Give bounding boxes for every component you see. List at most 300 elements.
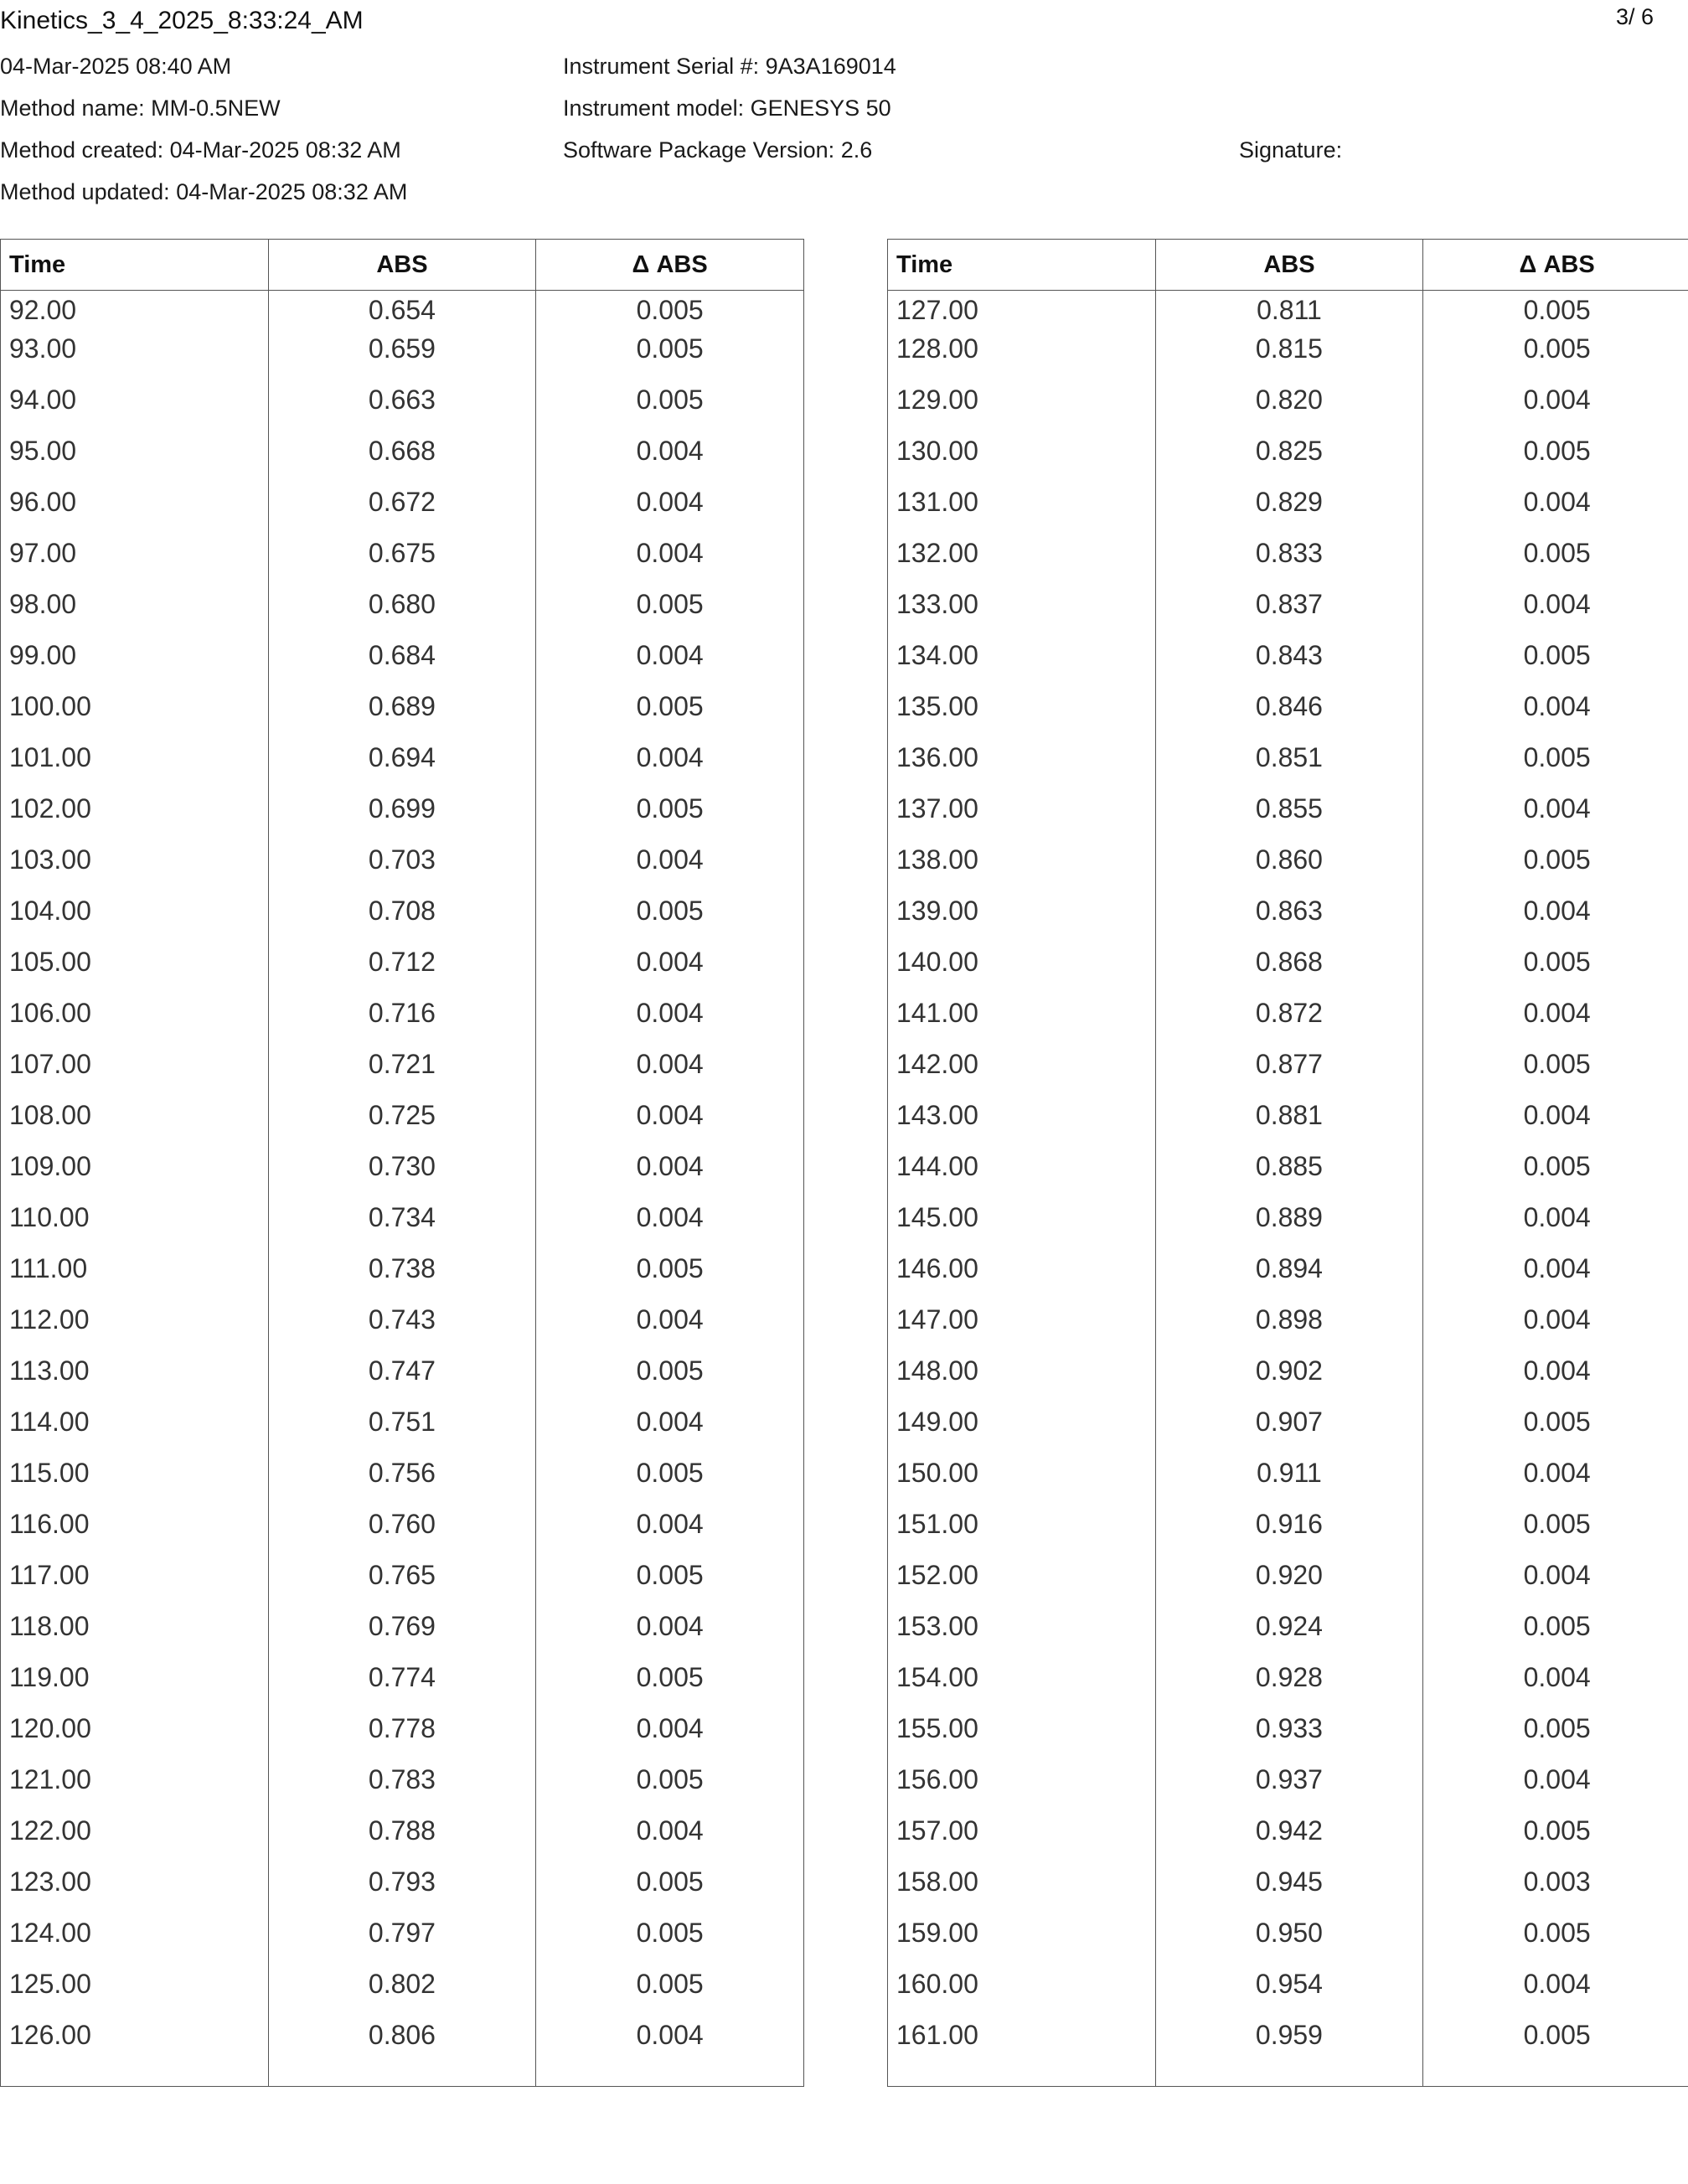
delta-abs-cell: 0.004 [1423,687,1688,738]
time-cell: 125.00 [1,1965,269,2016]
table-row [888,1096,1688,1147]
time-cell: 95.00 [1,431,269,483]
table-row [1,431,804,483]
time-cell: 138.00 [888,840,1156,891]
delta-abs-cell: 0.004 [536,1147,804,1198]
table-row [1,291,804,330]
abs-cell: 0.933 [1155,1709,1423,1760]
delta-abs-cell: 0.003 [1423,1862,1688,1913]
column-header-abs: ABS [268,240,536,291]
time-cell: 106.00 [1,994,269,1045]
table-row [1,1760,804,1811]
delta-abs-cell: 0.005 [1423,738,1688,789]
time-cell: 93.00 [1,329,269,380]
delta-abs-cell: 0.005 [1423,636,1688,687]
abs-cell: 0.738 [268,1249,536,1300]
method-created-value: 04-Mar-2025 08:32 AM [169,137,401,163]
abs-cell: 0.843 [1155,636,1423,687]
table-row [1,585,804,636]
table-row [888,891,1688,942]
delta-abs-cell: 0.004 [536,1709,804,1760]
delta-abs-cell: 0.004 [536,1402,804,1453]
delta-abs-cell: 0.005 [536,891,804,942]
abs-cell: 0.703 [268,840,536,891]
abs-cell: 0.877 [1155,1045,1423,1096]
time-cell: 157.00 [888,1811,1156,1862]
table-row [888,1658,1688,1709]
time-cell: 107.00 [1,1045,269,1096]
abs-cell: 0.833 [1155,534,1423,585]
abs-cell: 0.672 [268,483,536,534]
delta-abs-cell: 0.004 [1423,1760,1688,1811]
delta-abs-cell: 0.005 [1423,1709,1688,1760]
table-row [1,1505,804,1556]
time-cell: 113.00 [1,1351,269,1402]
time-cell: 112.00 [1,1300,269,1351]
table-row [1,840,804,891]
delta-abs-cell: 0.005 [536,329,804,380]
abs-cell: 0.920 [1155,1556,1423,1607]
time-cell: 137.00 [888,789,1156,840]
abs-cell: 0.898 [1155,1300,1423,1351]
table-row [888,1249,1688,1300]
software-version-row [563,137,872,163]
table-row [1,1658,804,1709]
delta-abs-cell: 0.005 [536,1913,804,1965]
table-row [1,1965,804,2016]
instrument-serial-value: 9A3A169014 [765,54,896,79]
table-row [1,1402,804,1453]
delta-abs-cell: 0.005 [1423,291,1688,330]
signature-label: Signature: [1239,137,1343,163]
abs-cell: 0.730 [268,1147,536,1198]
abs-cell: 0.950 [1155,1913,1423,1965]
table-row [888,291,1688,330]
abs-cell: 0.806 [268,2016,536,2087]
delta-abs-cell: 0.004 [536,1505,804,1556]
delta-abs-cell: 0.004 [1423,994,1688,1045]
delta-abs-cell: 0.005 [536,1862,804,1913]
table-row [1,1249,804,1300]
table-row [1,687,804,738]
delta-abs-cell: 0.004 [1423,1658,1688,1709]
abs-cell: 0.837 [1155,585,1423,636]
table-row [1,1198,804,1249]
delta-abs-cell: 0.005 [1423,431,1688,483]
time-cell: 124.00 [1,1913,269,1965]
abs-cell: 0.734 [268,1198,536,1249]
time-cell: 117.00 [1,1556,269,1607]
time-cell: 128.00 [888,329,1156,380]
time-cell: 96.00 [1,483,269,534]
time-cell: 98.00 [1,585,269,636]
delta-abs-cell: 0.005 [1423,1811,1688,1862]
table-row [1,1453,804,1505]
delta-abs-cell: 0.005 [536,1760,804,1811]
time-cell: 133.00 [888,585,1156,636]
time-cell: 102.00 [1,789,269,840]
table-row [1,738,804,789]
abs-cell: 0.860 [1155,840,1423,891]
time-cell: 114.00 [1,1402,269,1453]
time-cell: 139.00 [888,891,1156,942]
abs-cell: 0.694 [268,738,536,789]
table-body-left [1,291,804,2087]
time-cell: 120.00 [1,1709,269,1760]
time-cell: 155.00 [888,1709,1156,1760]
abs-cell: 0.802 [268,1965,536,2016]
time-cell: 141.00 [888,994,1156,1045]
time-cell: 101.00 [1,738,269,789]
table-row [888,2016,1688,2087]
time-cell: 148.00 [888,1351,1156,1402]
method-created-row [0,137,401,163]
abs-cell: 0.716 [268,994,536,1045]
abs-cell: 0.668 [268,431,536,483]
delta-abs-cell: 0.005 [1423,2016,1688,2087]
table-row [888,1147,1688,1198]
method-updated-value: 04-Mar-2025 08:32 AM [176,179,408,204]
table-row [1,534,804,585]
page-indicator: 3/ 6 [1615,4,1654,29]
time-cell: 132.00 [888,534,1156,585]
time-cell: 118.00 [1,1607,269,1658]
method-name-label: Method name: [0,96,145,121]
delta-abs-cell: 0.004 [536,1045,804,1096]
abs-cell: 0.747 [268,1351,536,1402]
table-row [888,1965,1688,2016]
delta-abs-cell: 0.004 [536,1198,804,1249]
abs-cell: 0.708 [268,891,536,942]
delta-abs-cell: 0.004 [536,942,804,994]
delta-abs-cell: 0.005 [536,1658,804,1709]
abs-cell: 0.855 [1155,789,1423,840]
abs-cell: 0.924 [1155,1607,1423,1658]
delta-abs-cell: 0.004 [536,738,804,789]
time-cell: 116.00 [1,1505,269,1556]
abs-cell: 0.863 [1155,891,1423,942]
abs-cell: 0.942 [1155,1811,1423,1862]
delta-abs-cell: 0.004 [536,1811,804,1862]
time-cell: 122.00 [1,1811,269,1862]
table-row [888,1760,1688,1811]
delta-abs-cell: 0.005 [1423,1402,1688,1453]
time-cell: 152.00 [888,1556,1156,1607]
table-row [1,329,804,380]
time-cell: 145.00 [888,1198,1156,1249]
time-cell: 130.00 [888,431,1156,483]
abs-cell: 0.815 [1155,329,1423,380]
abs-cell: 0.945 [1155,1862,1423,1913]
abs-cell: 0.654 [268,291,536,330]
instrument-serial-row [563,54,896,80]
abs-cell: 0.684 [268,636,536,687]
table-row [888,789,1688,840]
delta-abs-cell: 0.005 [1423,942,1688,994]
abs-cell: 0.783 [268,1760,536,1811]
delta-abs-cell: 0.005 [1423,1147,1688,1198]
delta-abs-cell: 0.004 [1423,891,1688,942]
abs-cell: 0.659 [268,329,536,380]
table-row [888,1045,1688,1096]
table-row [888,1198,1688,1249]
table-row [1,1045,804,1096]
abs-cell: 0.765 [268,1556,536,1607]
table-row [1,1709,804,1760]
abs-cell: 0.721 [268,1045,536,1096]
time-cell: 160.00 [888,1965,1156,2016]
instrument-serial-label: Instrument Serial #: [563,54,760,79]
delta-abs-cell: 0.004 [1423,1453,1688,1505]
time-cell: 94.00 [1,380,269,431]
time-cell: 99.00 [1,636,269,687]
table-row [888,840,1688,891]
time-cell: 153.00 [888,1607,1156,1658]
delta-abs-cell: 0.004 [1423,1556,1688,1607]
table-body-right [888,291,1688,2087]
table-row [1,380,804,431]
time-cell: 142.00 [888,1045,1156,1096]
table-row [888,1300,1688,1351]
time-cell: 135.00 [888,687,1156,738]
time-cell: 129.00 [888,380,1156,431]
abs-cell: 0.868 [1155,942,1423,994]
table-row [1,891,804,942]
time-cell: 151.00 [888,1505,1156,1556]
time-cell: 150.00 [888,1453,1156,1505]
abs-cell: 0.751 [268,1402,536,1453]
column-header-delta-abs: Δ ABS [536,240,804,291]
software-version-value: 2.6 [840,137,873,163]
table-row [888,534,1688,585]
instrument-model-label: Instrument model: [563,96,745,121]
abs-cell: 0.825 [1155,431,1423,483]
delta-abs-cell: 0.004 [1423,1351,1688,1402]
delta-abs-cell: 0.005 [1423,329,1688,380]
time-cell: 131.00 [888,483,1156,534]
column-header-time: Time [888,240,1156,291]
delta-abs-cell: 0.005 [536,1351,804,1402]
method-name-row [0,96,281,121]
table-row [888,1556,1688,1607]
abs-cell: 0.712 [268,942,536,994]
delta-abs-cell: 0.004 [1423,1300,1688,1351]
table-row [1,2016,804,2087]
delta-abs-cell: 0.005 [536,1453,804,1505]
table-row [1,942,804,994]
time-cell: 103.00 [1,840,269,891]
time-cell: 111.00 [1,1249,269,1300]
instrument-model-value: GENESYS 50 [750,96,891,121]
delta-abs-cell: 0.004 [536,994,804,1045]
table-row [1,1913,804,1965]
delta-abs-cell: 0.004 [536,1607,804,1658]
delta-abs-cell: 0.005 [536,789,804,840]
delta-abs-cell: 0.004 [536,534,804,585]
report-date: 04-Mar-2025 08:40 AM [0,54,232,79]
table-row [888,329,1688,380]
table-row [1,1556,804,1607]
time-cell: 144.00 [888,1147,1156,1198]
table-row [888,483,1688,534]
delta-abs-cell: 0.004 [536,1096,804,1147]
delta-abs-cell: 0.005 [1423,840,1688,891]
abs-cell: 0.954 [1155,1965,1423,2016]
abs-cell: 0.774 [268,1658,536,1709]
table-row [888,994,1688,1045]
delta-abs-cell: 0.004 [536,431,804,483]
time-cell: 154.00 [888,1658,1156,1709]
table-row [888,1505,1688,1556]
time-cell: 161.00 [888,2016,1156,2087]
time-cell: 121.00 [1,1760,269,1811]
time-cell: 115.00 [1,1453,269,1505]
delta-abs-cell: 0.005 [1423,1913,1688,1965]
delta-abs-cell: 0.005 [1423,1607,1688,1658]
time-cell: 123.00 [1,1862,269,1913]
table-row [888,431,1688,483]
delta-abs-cell: 0.004 [1423,380,1688,431]
abs-cell: 0.743 [268,1300,536,1351]
table-row [888,738,1688,789]
method-updated-label: Method updated: [0,179,170,204]
abs-cell: 0.725 [268,1096,536,1147]
table-row [888,1913,1688,1965]
delta-abs-cell: 0.005 [1423,1045,1688,1096]
time-cell: 134.00 [888,636,1156,687]
abs-cell: 0.663 [268,380,536,431]
table-row [888,942,1688,994]
abs-cell: 0.756 [268,1453,536,1505]
delta-abs-cell: 0.004 [1423,483,1688,534]
time-cell: 158.00 [888,1862,1156,1913]
time-cell: 104.00 [1,891,269,942]
delta-abs-cell: 0.005 [1423,1505,1688,1556]
time-cell: 156.00 [888,1760,1156,1811]
abs-cell: 0.885 [1155,1147,1423,1198]
abs-cell: 0.811 [1155,291,1423,330]
table-row [1,1811,804,1862]
method-created-label: Method created: [0,137,164,163]
abs-cell: 0.788 [268,1811,536,1862]
table-row [888,380,1688,431]
delta-abs-cell: 0.004 [536,2016,804,2087]
table-header-row [1,240,804,291]
table-row [888,1402,1688,1453]
abs-cell: 0.907 [1155,1402,1423,1453]
table-row [1,1300,804,1351]
abs-cell: 0.902 [1155,1351,1423,1402]
delta-abs-cell: 0.004 [1423,585,1688,636]
time-cell: 136.00 [888,738,1156,789]
abs-cell: 0.889 [1155,1198,1423,1249]
delta-abs-cell: 0.005 [536,585,804,636]
abs-cell: 0.928 [1155,1658,1423,1709]
instrument-model-row [563,96,891,121]
table-row [1,1147,804,1198]
table-header-row [888,240,1688,291]
kinetics-table-left [0,239,804,2087]
abs-cell: 0.894 [1155,1249,1423,1300]
time-cell: 100.00 [1,687,269,738]
table-row [1,483,804,534]
table-row [888,687,1688,738]
delta-abs-cell: 0.004 [536,1300,804,1351]
abs-cell: 0.680 [268,585,536,636]
report-title: Kinetics_3_4_2025_8:33:24_AM [0,7,364,34]
table-row [888,1351,1688,1402]
delta-abs-cell: 0.004 [1423,1198,1688,1249]
delta-abs-cell: 0.004 [1423,1096,1688,1147]
abs-cell: 0.820 [1155,380,1423,431]
abs-cell: 0.675 [268,534,536,585]
delta-abs-cell: 0.005 [536,291,804,330]
table-row [888,1862,1688,1913]
abs-cell: 0.851 [1155,738,1423,789]
table-row [888,585,1688,636]
time-cell: 140.00 [888,942,1156,994]
abs-cell: 0.916 [1155,1505,1423,1556]
abs-cell: 0.881 [1155,1096,1423,1147]
time-cell: 143.00 [888,1096,1156,1147]
abs-cell: 0.846 [1155,687,1423,738]
delta-abs-cell: 0.005 [536,380,804,431]
kinetics-table-right [887,239,1688,2087]
table-row [1,636,804,687]
time-cell: 105.00 [1,942,269,994]
column-header-time: Time [1,240,269,291]
abs-cell: 0.793 [268,1862,536,1913]
method-name-value: MM-0.5NEW [151,96,281,121]
delta-abs-cell: 0.004 [1423,789,1688,840]
abs-cell: 0.829 [1155,483,1423,534]
time-cell: 97.00 [1,534,269,585]
time-cell: 149.00 [888,1402,1156,1453]
delta-abs-cell: 0.005 [536,1965,804,2016]
delta-abs-cell: 0.004 [1423,1965,1688,2016]
delta-abs-cell: 0.004 [536,636,804,687]
column-header-abs: ABS [1155,240,1423,291]
abs-cell: 0.760 [268,1505,536,1556]
time-cell: 146.00 [888,1249,1156,1300]
time-cell: 108.00 [1,1096,269,1147]
table-row [888,1607,1688,1658]
time-cell: 127.00 [888,291,1156,330]
abs-cell: 0.959 [1155,2016,1423,2087]
table-row [1,1351,804,1402]
abs-cell: 0.937 [1155,1760,1423,1811]
table-row [888,1709,1688,1760]
abs-cell: 0.769 [268,1607,536,1658]
table-row [888,1453,1688,1505]
table-row [1,1607,804,1658]
abs-cell: 0.699 [268,789,536,840]
time-cell: 126.00 [1,2016,269,2087]
time-cell: 109.00 [1,1147,269,1198]
time-cell: 147.00 [888,1300,1156,1351]
delta-abs-cell: 0.005 [536,687,804,738]
table-row [888,636,1688,687]
table-row [1,994,804,1045]
abs-cell: 0.689 [268,687,536,738]
time-cell: 119.00 [1,1658,269,1709]
delta-abs-cell: 0.005 [1423,534,1688,585]
abs-cell: 0.911 [1155,1453,1423,1505]
column-header-delta-abs: Δ ABS [1423,240,1688,291]
table-row [888,1811,1688,1862]
software-version-label: Software Package Version: [563,137,835,163]
time-cell: 159.00 [888,1913,1156,1965]
